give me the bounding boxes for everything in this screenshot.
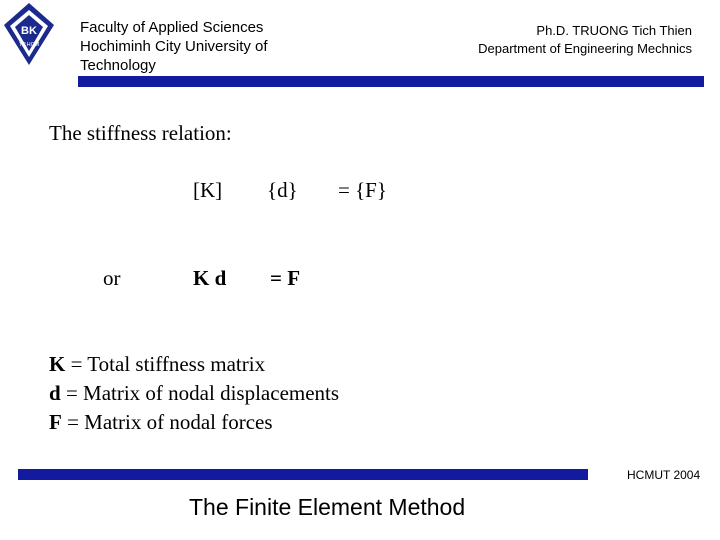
header-left-line-2: Hochiminh City University of [80, 38, 268, 55]
header-left-line-1: Faculty of Applied Sciences [80, 19, 264, 36]
header-left-line-3: Technology [80, 57, 156, 74]
definition-k [49, 350, 339, 379]
footer-year-label: HCMUT 2004 [627, 468, 701, 482]
header-institution [80, 18, 268, 75]
definition-d [49, 379, 339, 408]
definitions-list [49, 350, 339, 437]
slide-heading: The stiffness relation: [49, 121, 232, 145]
definition-k-text: = Total stiffness matrix [65, 352, 266, 376]
definition-f-text: = Matrix of nodal forces [61, 410, 273, 434]
header-divider-bar [78, 76, 704, 87]
header-right-line-1: Ph.D. TRUONG Tich Thien [536, 23, 692, 38]
logo-text-tphcm: TP.HCM [18, 42, 40, 48]
footer-divider-bar [18, 469, 588, 480]
definition-k-symbol: K [49, 352, 66, 376]
equation2-kd: K d [193, 266, 227, 290]
equation2-or-label: or [103, 266, 121, 290]
header-author [478, 22, 692, 57]
definition-f-symbol: F [49, 410, 62, 434]
logo-text-bk: BK [21, 25, 37, 37]
footer-course-title: The Finite Element Method [189, 494, 466, 520]
bk-shield-icon [2, 1, 56, 67]
definition-d-text: = Matrix of nodal displacements [60, 381, 340, 405]
equation1-d-vector: {d} [267, 178, 298, 202]
definition-f [49, 408, 339, 437]
equation1-f-vector: = {F} [338, 178, 387, 202]
definition-d-symbol: d [49, 381, 61, 405]
university-logo [2, 1, 56, 67]
header-right-line-2: Department of Engineering Mechnics [478, 40, 692, 56]
equation1-k-matrix: [K] [193, 178, 223, 202]
equation2-f: = F [270, 266, 301, 290]
